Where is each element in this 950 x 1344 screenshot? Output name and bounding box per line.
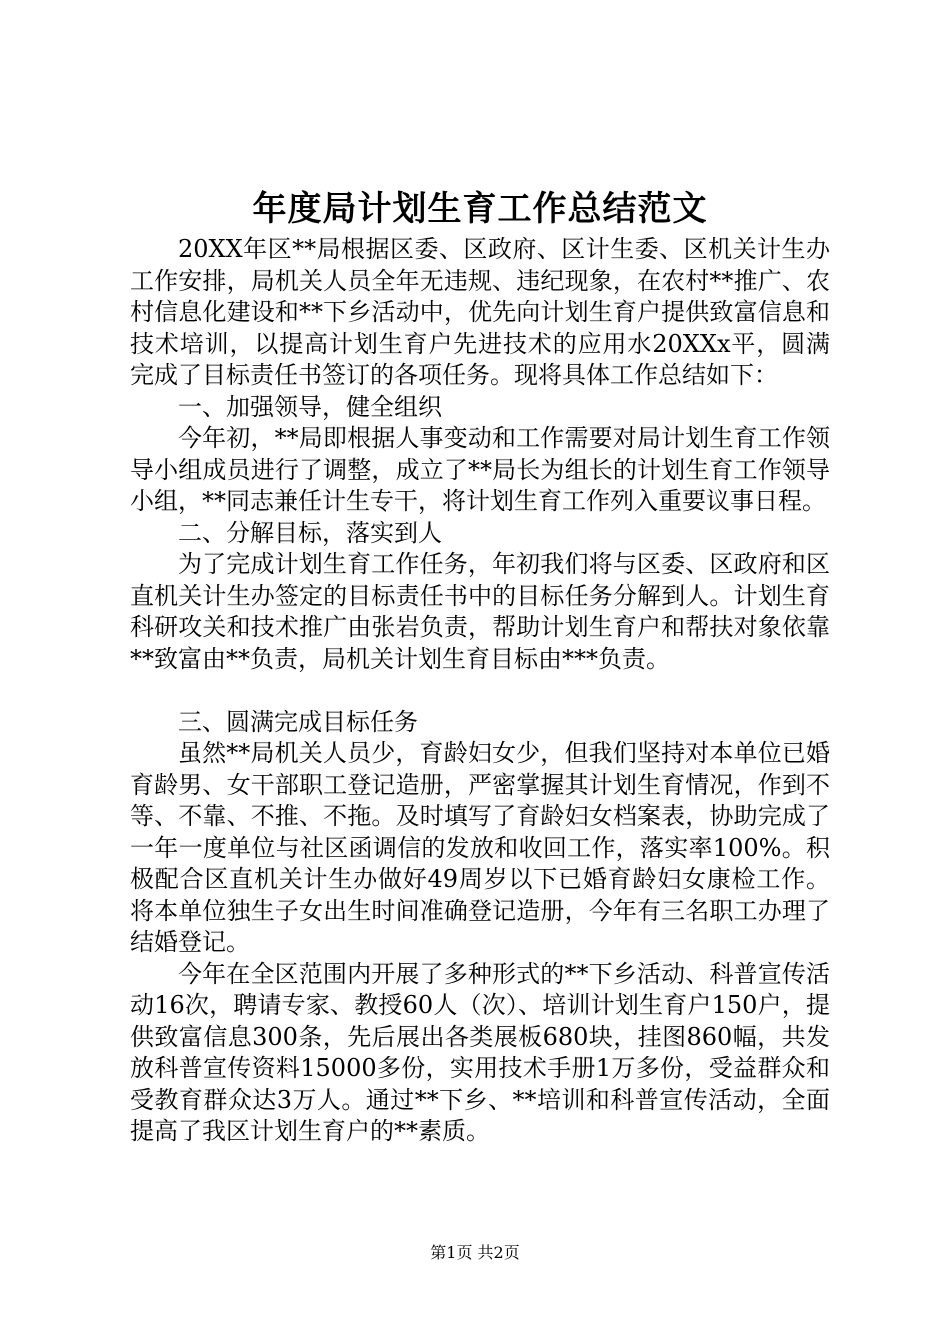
document-title: 年度局计划生育工作总结范文: [252, 189, 708, 229]
page-footer: 第1页 共2页: [430, 1243, 520, 1262]
section-1-paragraph-1: 今年初，**局即根据人事变动和工作需要对局计划生育工作领导小组成员进行了调整，成立了**局长为组长的计划生育工作领导小组，**同志兼任计生专干，将计划生育工作列入重要议事日程。: [130, 424, 830, 515]
section-heading-3: 三、圆满完成目标任务: [178, 707, 418, 736]
section-2-paragraph-1: 为了完成计划生育工作任务，年初我们将与区委、区政府和区直机关计生办签定的目标责任书中的目标任务分解到人。计划生育科研攻关和技术推广由张岩负责，帮助计划生育户和帮扶对象依靠**致富由**负责，局机关计划生育目标由***负责。: [130, 550, 830, 673]
document-page: [130, 186, 830, 1148]
section-3-paragraph-2: 今年在全区范围内开展了多种形式的**下乡活动、科普宣传活动16次，聘请专家、教授60人（次）、培训计划生育户150户，提供致富信息300条，先后展出各类展板680块，挂图860幅，共发放科普宣传资料15000多份，实用技术手册1万多份，受益群众和受教育群众达3万人。通过**下乡、**培训和科普宣传活动，全面提高了我区计划生育户的**素质。: [130, 959, 830, 1145]
section-heading-1: 一、加强领导，健全组织: [178, 392, 442, 421]
intro-paragraph: 20XX年区**局根据区委、区政府、区计生委、区机关计生办工作安排，局机关人员全年无违规、违纪现象，在农村**推广、农村信息化建设和**下乡活动中，优先向计划生育户提供致富信息和技术培训，以提高计划生育户先进技术的应用水20XXx平，圆满完成了目标责任书签订的各项任务。现将具体工作总结如下：: [130, 235, 830, 389]
section-3-paragraph-1: 虽然**局机关人员少，育龄妇女少，但我们坚持对本单位已婚育龄男、女干部职工登记造册，严密掌握其计划生育情况，作到不等、不靠、不推、不拖。及时填写了育龄妇女档案表，协助完成了一年一度单位与社区函调信的发放和收回工作，落实率100%。积极配合区直机关计生办做好49周岁以下已婚育龄妇女康检工作。将本单位独生子女出生时间准确登记造册，今年有三名职工办理了结婚登记。: [130, 739, 830, 956]
blank-line: [130, 675, 830, 707]
section-heading-2: 二、分解目标，落实到人: [178, 518, 442, 547]
